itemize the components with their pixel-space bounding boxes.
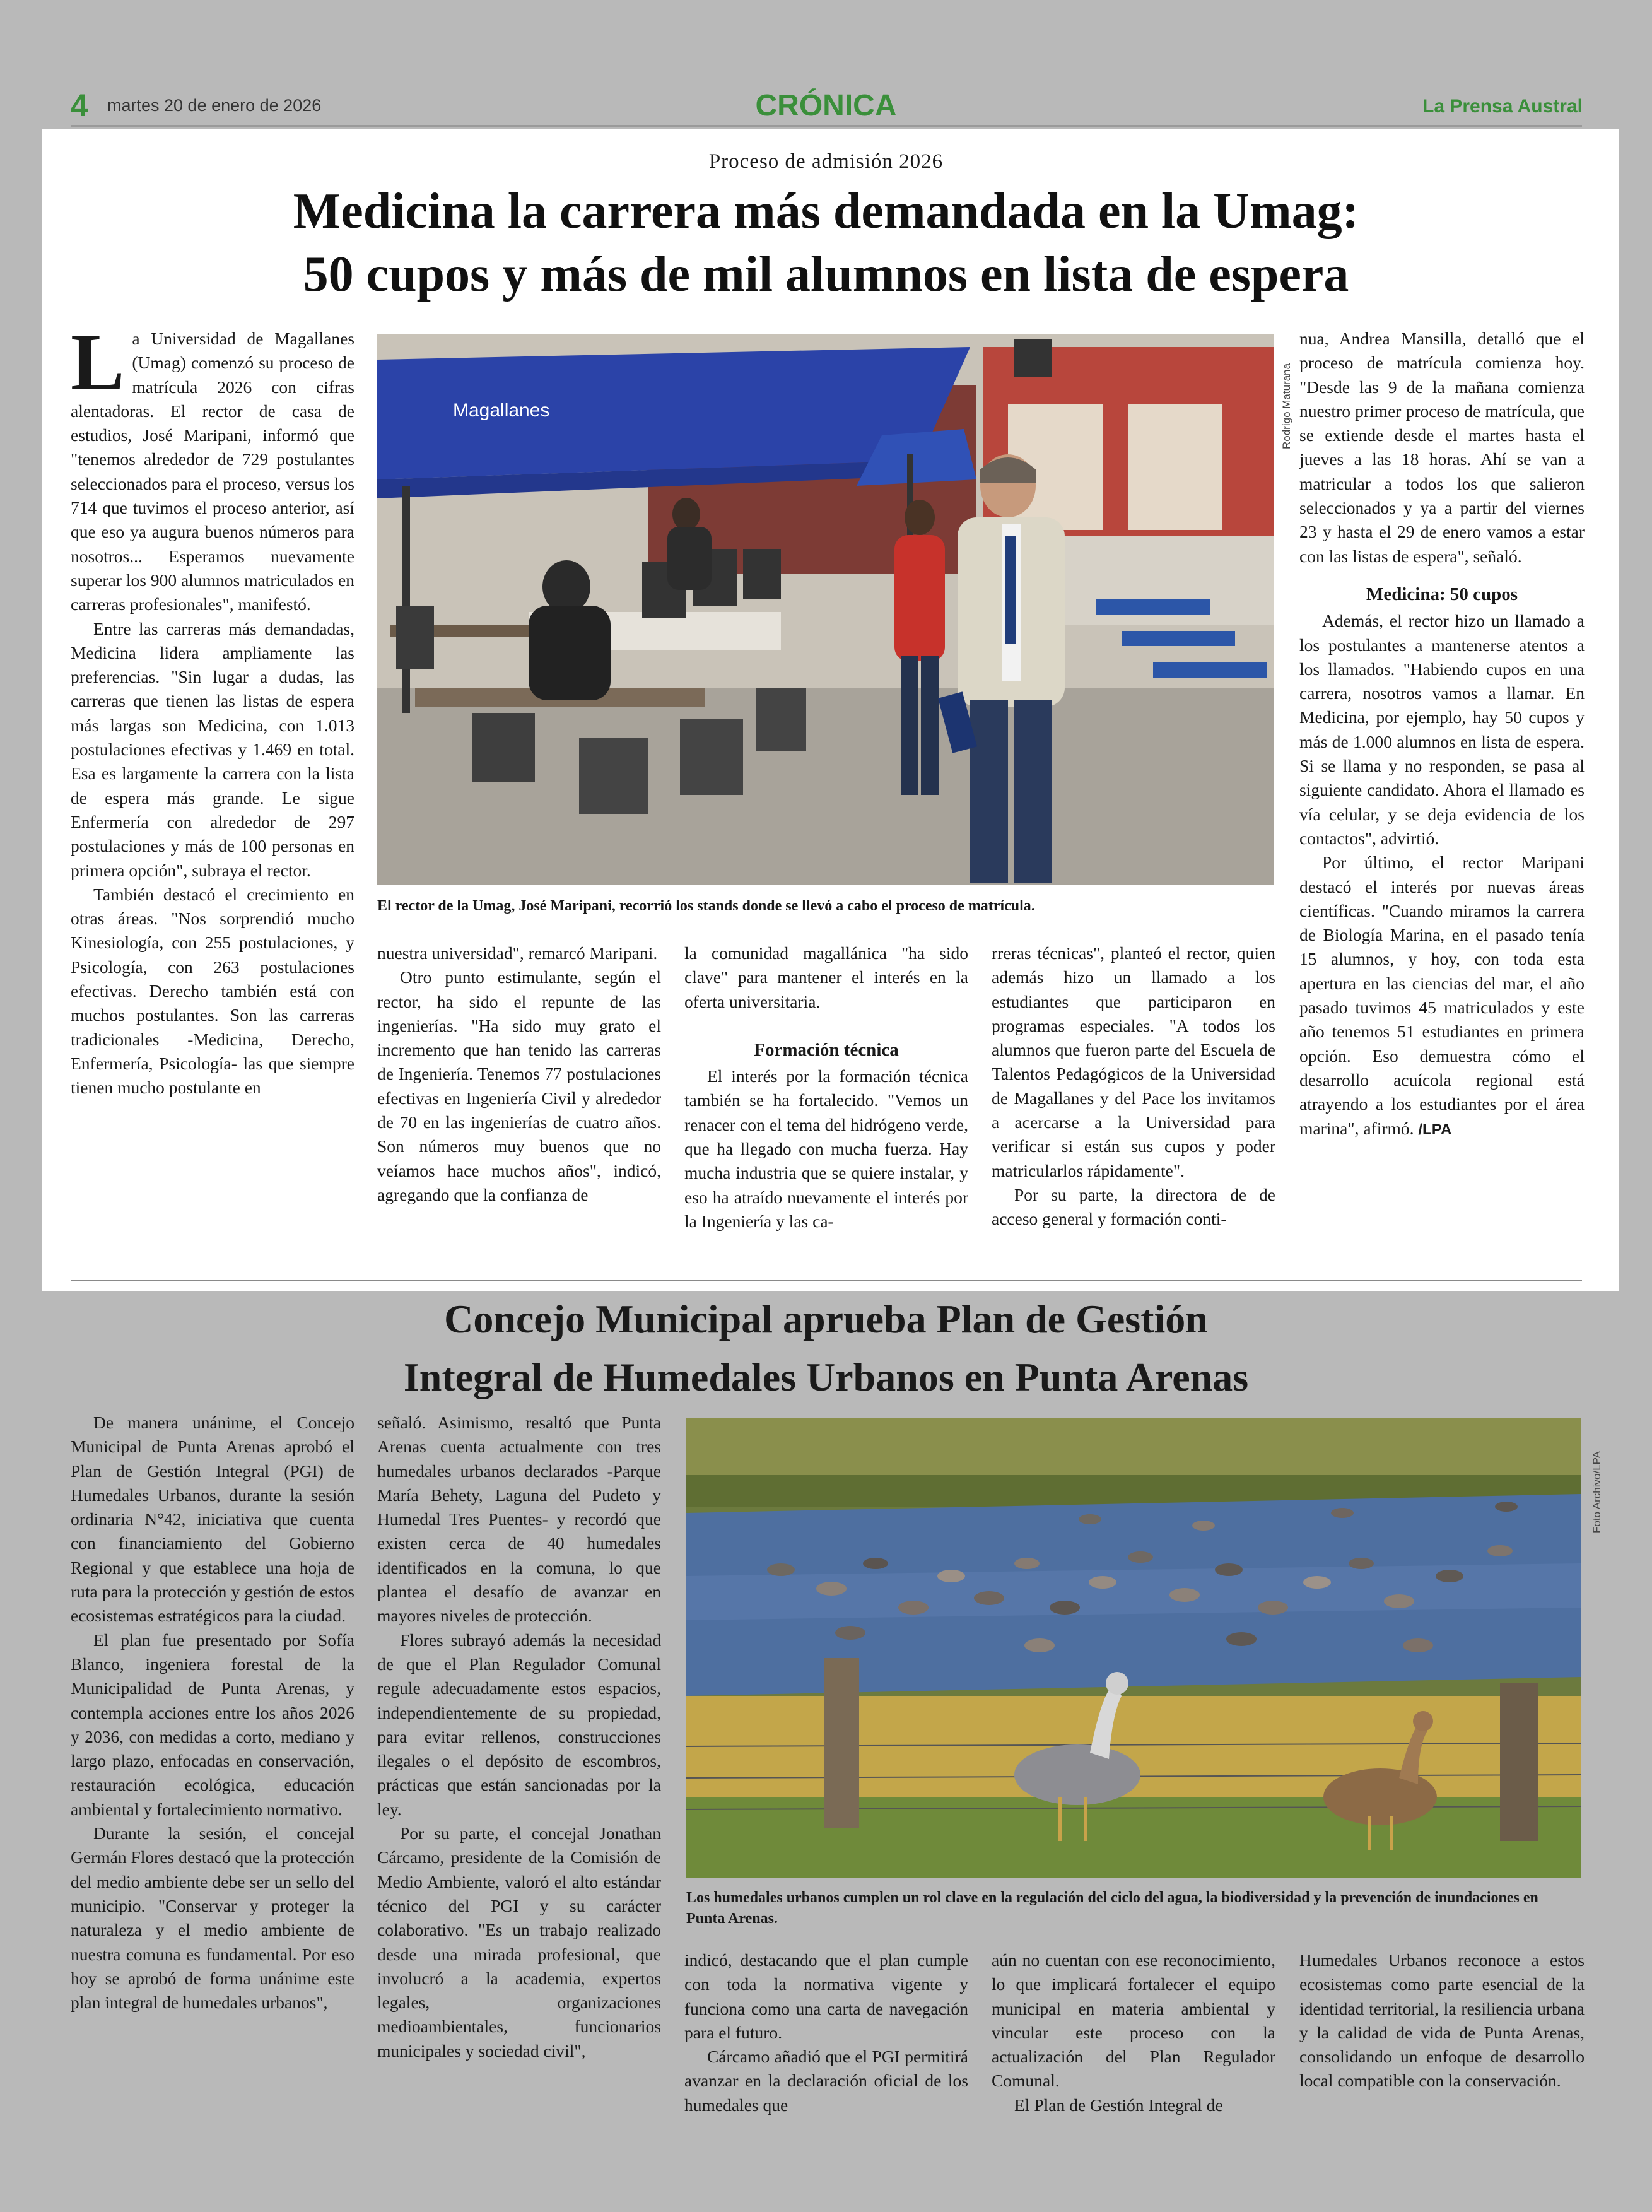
byline-signature: /LPA xyxy=(1418,1121,1452,1138)
story1-headline xyxy=(0,180,1652,306)
wetland-geese-photo xyxy=(686,1418,1581,1878)
story2-paragraph: Durante la sesión, el concejal Germán Flores destacó que la protección del medio ambiente debe ser un sello del municipio. "Conservar y proteger la naturaleza y el medio ambiente de nuestra comuna es fundamental. Por eso hoy se aprobó de forma unánime este plan integral de humedales urbanos", xyxy=(71,1823,354,2013)
story1-photo xyxy=(377,334,1274,885)
story1-paragraph: la comunidad magallánica "ha sido clave" para mantener el interés en la oferta universitaria. xyxy=(684,943,968,1011)
story1-paragraph: Otro punto estimulante, según el rector, ha sido el repunte de las ingenierías. "Ha sido muy grato el incremento que han tenido las carreras de Ingeniería. Tenemos 77 postulaciones efectivas en Ingeniería Civil y alrededor de 70 en las ingenierías de cuatro años. Son números muy buenos que no veíamos hace muchos años", indicó, agregando que la confianza de xyxy=(377,967,661,1204)
story1-subhead-formacion: Formación técnica xyxy=(754,1039,899,1060)
registration-tent-photo xyxy=(377,334,1274,885)
story2-paragraph: Cárcamo añadió que el PGI permitirá avanzar en la declaración oficial de los humedales que xyxy=(684,2047,968,2115)
story1-photo-credit: Rodrigo Maturana xyxy=(1280,363,1292,449)
story2-column-2 xyxy=(377,1411,661,2063)
story1-paragraph: Además, el rector hizo un llamado a los postulantes a mantenerse atentos a los llamados. "Habiendo cupos en una carrera, nosotros vamos a llamar. En Medicina, por ejemplo, hay 50 cupos y más de 1.000 alumnos en lista de espera. Si se llama y no responden, se pasa al siguiente candidato. Ahora el llamado es vía celular, y se deja evidencia de los contactos", advirtió. xyxy=(1299,611,1585,848)
header-rule xyxy=(71,125,1582,127)
story1-column-3 xyxy=(684,941,968,1233)
story2-column-3 xyxy=(684,1948,968,2117)
story2-photo xyxy=(686,1418,1581,1878)
story1-paragraph: rreras técnicas", planteó el rector, quien además hizo un llamado a los estudiantes que participaron en programas especiales. "A todos los alumnos que fueron parte del Escuela de Talentos Pedagógicos de la Universidad de Magallanes y del Pace los invitamos a acercarse a la Universidad para verificar si están sus cupos y poder matricularlos rápidamente". xyxy=(992,943,1275,1180)
story2-paragraph: indicó, destacando que el plan cumple con toda la normativa vigente y funciona como una carta de navegación para el futuro. xyxy=(684,1950,968,2042)
story2-column-5 xyxy=(1299,1948,1585,2093)
story1-paragraph: Entre las carreras más demandadas, Medicina lidera ampliamente las preferencias. "Sin lugar a dudas, las carreras que tienen las listas de espera más largas son Medicina, con 1.013 postulaciones efectivas y 1.469 en total. Esa es largamente la carrera con la lista de espera más grande. Le sigue Enfermería con alrededor de 297 postulaciones y más de 100 personas en primera opción", subraya el rector. xyxy=(71,618,354,880)
story2-column-1 xyxy=(71,1411,354,2015)
story1-column-2 xyxy=(377,941,661,1207)
story2-paragraph: señaló. Asimismo, resaltó que Punta Arenas cuenta actualmente con tres humedales urbanos declarados -Parque María Behety, Laguna del Pudeto y Humedal Tres Puentes- y recordó que existen cerca de 40 humedales identificados en la comuna, lo que plantea el desafío de avanzar en mayores niveles de protección. xyxy=(377,1413,661,1626)
story1-headline-line1: Medicina la carrera más demandada en la Umag: xyxy=(293,184,1359,239)
story1-paragraph: El interés por la formación técnica también se ha fortalecido. "Vemos un renacer con el tema del hidrógeno verde, que ha llegado con mucha fuerza. Hay mucha industria que se quiere instalar, y eso ha atraído nuevamente el interés por la Ingeniería y las ca- xyxy=(684,1066,968,1231)
story2-paragraph: De manera unánime, el Concejo Municipal de Punta Arenas aprobó el Plan de Gestión Integral (PGI) de Humedales Urbanos, durante la sesión ordinaria N°42, iniciativa que cuenta con financiamiento del Gobierno Regional y que establece una hoja de ruta para la protección y gestión de estos ecosistemas estratégicos para la ciudad. xyxy=(71,1413,354,1626)
story2-paragraph: El Plan de Gestión Integral de xyxy=(1014,2095,1223,2115)
dropcap: L xyxy=(71,317,125,407)
story1-kicker: Proceso de admisión 2026 xyxy=(708,150,944,173)
story2-paragraph: aún no cuentan con ese reconocimiento, lo que implicará fortalecer el equipo municipal en materia ambiental y vincular este proceso con la actualización del Plan Regulador Comunal. xyxy=(992,1950,1275,2091)
page-number: 4 xyxy=(71,88,88,123)
story1-column-4 xyxy=(992,941,1275,1232)
issue-date: martes 20 de enero de 2026 xyxy=(107,96,322,115)
story2-photo-caption: Los humedales urbanos cumplen un rol clave en la regulación del ciclo del agua, la biodiversidad y la prevención de inundaciones en Punta Arenas. xyxy=(686,1890,1538,1927)
story1-subhead-medicina: Medicina: 50 cupos xyxy=(1366,584,1518,604)
story1-photo-caption: El rector de la Umag, José Maripani, recorrió los stands donde se llevó a cabo el proceso de matrícula. xyxy=(377,898,1035,914)
story1-column-1 xyxy=(71,317,354,1100)
story1-paragraph: Por último, el rector Maripani destacó el interés por nuevas áreas científicas. "Cuando miramos la carrera de Biología Marina, en el pasado tenía 15 alumnos, y hoy, con toda esta apertura en las ciencias del mar, el año pasado tuvimos 45 matriculados y este año tenemos 51 estudiantes en primera opción. Eso demuestra cómo el desarrollo acuícola regional está atrayendo a los estudiantes por el área marina", afirmó. /LPA xyxy=(1299,852,1585,1138)
story2-paragraph: Por su parte, el concejal Jonathan Cárcamo, presidente de la Comisión de Medio Ambiente, valoró el alto estándar técnico del PGI y su carácter colaborativo. "Es un trabajo realizado desde una mirada profesional, que involucró a la academia, expertos legales, organizaciones medioambientales, funcionarios municipales y sociedad civil", xyxy=(377,1823,661,2061)
story1-paragraph: nuestra universidad", remarcó Maripani. xyxy=(377,943,658,963)
story2-paragraph: Flores subrayó además la necesidad de que el Plan Regulador Comunal regule adecuadamente estos espacios, independientemente de su propiedad, para evitar rellenos, construcciones ilegales o el depósito de escombros, prácticas que están sancionadas por la ley. xyxy=(377,1630,661,1819)
story1-paragraph: nua, Andrea Mansilla, detalló que el proceso de matrícula comienza hoy. "Desde las 9 de la mañana comienza nuestro primer proceso de matrícula, que se extiende desde el martes hasta el jueves a las 18 horas. Ahí se van a matricular a todos los que salieron seleccionados y ya a partir del viernes 23 y hasta el 29 de enero vamos a estar con las listas de espera", señaló. xyxy=(1299,329,1585,566)
story2-paragraph: Humedales Urbanos reconoce a estos ecosistemas como parte esencial de la identidad territorial, la resiliencia urbana y la calidad de vida de Punta Arenas, consolidando un enfoque de desarrollo local compatible con la conservación. xyxy=(1299,1950,1585,2091)
story1-paragraph: También destacó el crecimiento en otras áreas. "Nos sorprendió mucho Kinesiología, con 255 postulaciones, y Psicología, con 263 postulaciones efectivas. Derecho también está con muchos postulantes. Son las carreras tradicionales -Medicina, Derecho, Enfermería, Psicología- las que siempre tienen mucho postulante en xyxy=(71,884,354,1098)
story1-paragraph: Por su parte, la directora de de acceso general y formación conti- xyxy=(992,1184,1275,1229)
story2-column-4 xyxy=(992,1948,1275,2117)
story-divider xyxy=(71,1280,1582,1281)
story1-headline-line2: 50 cupos y más de mil alumnos en lista de espera xyxy=(303,247,1349,302)
story1-column-5 xyxy=(1299,327,1585,1142)
story2-headline xyxy=(0,1290,1652,1406)
newspaper-name: La Prensa Austral xyxy=(1422,96,1583,117)
sign-text: Magallanes xyxy=(453,400,550,421)
story1-lead-paragraph: La Universidad de Magallanes (Umag) comenzó su proceso de matrícula 2026 con cifras alentadoras. El rector de casa de estudios, José Maripani, informó que "tenemos alrededor de 729 postulantes seleccionados para el proceso, versus los 714 que tuvimos el proceso anterior, así que eso ya augura buenos números para nosotros... Esperamos nuevamente superar los 900 alumnos matriculados en carreras profesionales", manifestó. xyxy=(71,317,354,615)
story2-headline-line1: Concejo Municipal aprueba Plan de Gestión xyxy=(444,1297,1208,1341)
story2-paragraph: El plan fue presentado por Sofía Blanco, ingeniera forestal de la Municipalidad de Punta Arenas, y contempla acciones entre los años 2026 y 2036, con medidas a corto, mediano y largo plazo, enfocadas en conservación, restauración ecológica, educación ambiental y fortalecimiento normativo. xyxy=(71,1630,354,1819)
section-title: CRÓNICA xyxy=(755,89,897,122)
story2-headline-line2: Integral de Humedales Urbanos en Punta Arenas xyxy=(403,1355,1249,1399)
story2-photo-credit: Foto Archivo/LPA xyxy=(1591,1450,1603,1533)
